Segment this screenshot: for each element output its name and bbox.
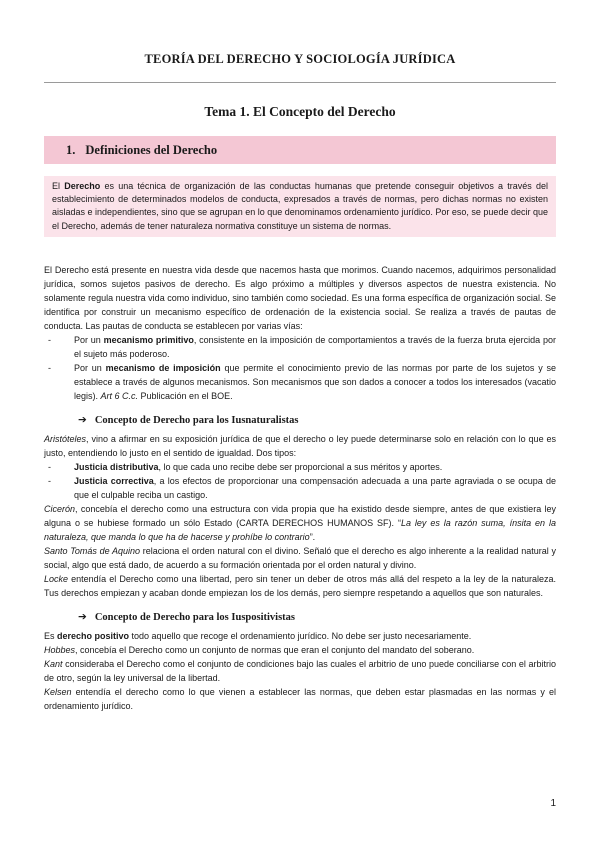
quote-end: ”. bbox=[309, 532, 316, 542]
tema-heading: Tema 1. El Concepto del Derecho bbox=[204, 104, 396, 119]
author-name: Cicerón bbox=[44, 504, 76, 514]
callout-pre: El bbox=[52, 181, 65, 191]
list-item-tail: Publicación en el BOE. bbox=[138, 391, 233, 401]
paragraph-pre: Es bbox=[44, 631, 58, 641]
locke-paragraph bbox=[44, 572, 556, 600]
list-item-text: , lo que cada uno recibe debe ser proporcional a sus méritos y aportes. bbox=[158, 462, 443, 472]
list-item-pre: Por un bbox=[74, 363, 106, 373]
article-reference: Art 6 C.c. bbox=[100, 391, 139, 401]
list-item-bold: mecanismo primitivo bbox=[103, 335, 194, 345]
aquino-paragraph bbox=[44, 544, 556, 572]
bold-term: derecho positivo bbox=[57, 631, 130, 641]
author-name: Hobbes bbox=[44, 645, 76, 655]
section-title: Definiciones del Derecho bbox=[85, 142, 218, 157]
list-item-text: que permite el conocimiento previo de las normas por parte de los sujetos y se establece a través de algunos mecanismos. Son mecanismos que son dados a conocer a todos los interesados (vacatio legis). bbox=[74, 363, 556, 401]
paragraph-text: todo aquello que recoge el ordenamiento jurídico. No debe ser justo necesariamente. bbox=[129, 631, 472, 641]
list-item-mechanism-primitivo bbox=[44, 333, 556, 361]
paragraph-text: entendía el Derecho como una libertad, pero sin tener un deber de otros más allá del respeto a la ley de la naturaleza. Tus derechos empiezan y acaban donde empiezan los de los demás, pero siempre respetando a aquellos que son naturales. bbox=[44, 574, 556, 598]
bullet-dash: - bbox=[48, 476, 51, 486]
derecho-positivo-paragraph bbox=[44, 629, 556, 643]
list-item-mechanism-imposicion bbox=[44, 361, 556, 403]
list-item-justicia-correctiva bbox=[44, 474, 556, 502]
aristoteles-paragraph bbox=[44, 432, 556, 460]
callout-text: es una técnica de organización de las conductas humanas que pretende conseguir objetivos a través del establecimiento de determinados modelos de conducta, expresados a través de normas, pero dichas normas no existen aisladas e independientes, sino que se agrupan en lo que denominamos ordenamiento jurídico. Por eso, se puede decir que el Derecho, además de tener naturaleza normativa constituye un sistema de normas. bbox=[52, 181, 548, 231]
author-name: Kelsen bbox=[44, 687, 72, 697]
bullet-dash: - bbox=[48, 363, 51, 373]
intro-paragraph: El Derecho está presente en nuestra vida desde que nacemos hasta que morimos. Cuando nacemos, adquirimos personalidad jurídica, somos sujetos pasivos de derecho. Es algo próximo a múltiples y diversos aspectos de nuestra existencia. No solamente regula nuestra vida como individuo, sino también como sociedad. Es una forma específica de organización social. Se identifica por construir un mecanismo específico de ordenación de la existencia social. Se realiza a través de pautas de conducta. Las pautas de conducta se establecen por varias vías: bbox=[44, 265, 556, 331]
paragraph-text: , concebía el Derecho como un conjunto de normas que eran el conjunto del mandato del soberano. bbox=[75, 645, 475, 655]
kelsen-paragraph bbox=[44, 685, 556, 713]
iuspositivistas-heading bbox=[44, 610, 556, 625]
subheading-text: Concepto de Derecho para los Iuspositivistas bbox=[94, 612, 295, 623]
list-item-justicia-distributiva bbox=[44, 460, 556, 474]
header-divider bbox=[44, 82, 556, 83]
bullet-dash: - bbox=[48, 335, 51, 345]
author-name: Kant bbox=[44, 659, 63, 669]
bullet-dash: - bbox=[48, 462, 51, 472]
paragraph-text: entendía el derecho como lo que vienen a establecer las normas, que deben estar plasmadas en las normas y el ordenamiento jurídico. bbox=[44, 687, 556, 711]
document-body bbox=[44, 263, 556, 713]
arrow-icon: ➔ bbox=[78, 611, 87, 623]
list-item-bold: Justicia distributiva bbox=[74, 462, 159, 472]
paragraph-text: consideraba el Derecho como el conjunto de condiciones bajo las cuales el arbitrio de uno puede conciliarse con el arbitrio de otro, según la ley universal de la libertad. bbox=[44, 659, 556, 683]
list-item-pre: Por un bbox=[74, 335, 104, 345]
definition-callout bbox=[44, 176, 556, 237]
callout-bold-term: Derecho bbox=[64, 181, 101, 191]
section-number: 1. bbox=[66, 142, 76, 157]
list-item-text: , a los efectos de proporcionar una compensación adecuada a una parte agraviada o se ocupa de que el culpable reciba un castigo. bbox=[74, 476, 556, 500]
subheading-text: Concepto de Derecho para los Iusnaturalistas bbox=[94, 415, 299, 426]
author-name: Locke bbox=[44, 574, 69, 584]
quotation: La ley es la razón suma, ínsita en la naturaleza, que manda lo que ha de hacerse y prohíbe lo contrario bbox=[44, 518, 556, 542]
list-item-text: , consistente en la imposición de comportamientos a través de la fuerza bruta ejercida por el sujeto más poderoso. bbox=[74, 335, 556, 359]
paragraph-text: , concebía el derecho como una estructura con vida propia que ha existido desde siempre, antes de que existiera ley alguna o se hubiese formado un sólo Estado (CARTA DERECHOS HUMANOS SF). “ bbox=[44, 504, 556, 528]
author-name: Santo Tomás de Aquino bbox=[44, 546, 141, 556]
paragraph-text: relaciona el orden natural con el divino. Señaló que el derecho es algo inherente a la realidad natural y social, algo que está dado, de acuerdo a su formación orientada por el orden natural y divino. bbox=[44, 546, 556, 570]
iusnaturalistas-heading bbox=[44, 413, 556, 428]
arrow-icon: ➔ bbox=[78, 414, 87, 426]
paragraph-text: , vino a afirmar en su exposición jurídica de que el derecho o ley puede determinarse solo en relación con lo que es justo, entendiendo lo justo en el sentido de igualdad. Dos tipos: bbox=[44, 434, 556, 458]
list-item-bold: Justicia correctiva bbox=[74, 476, 154, 486]
kant-paragraph bbox=[44, 657, 556, 685]
section-heading bbox=[44, 136, 556, 164]
author-name: Aristóteles bbox=[44, 434, 87, 444]
list-item-bold: mecanismo de imposición bbox=[105, 363, 221, 373]
ciceron-paragraph bbox=[44, 502, 556, 544]
document-title: TEORÍA DEL DERECHO Y SOCIOLOGÍA JURÍDICA bbox=[144, 52, 456, 66]
hobbes-paragraph bbox=[44, 643, 556, 657]
page-number: 1 bbox=[550, 798, 556, 809]
